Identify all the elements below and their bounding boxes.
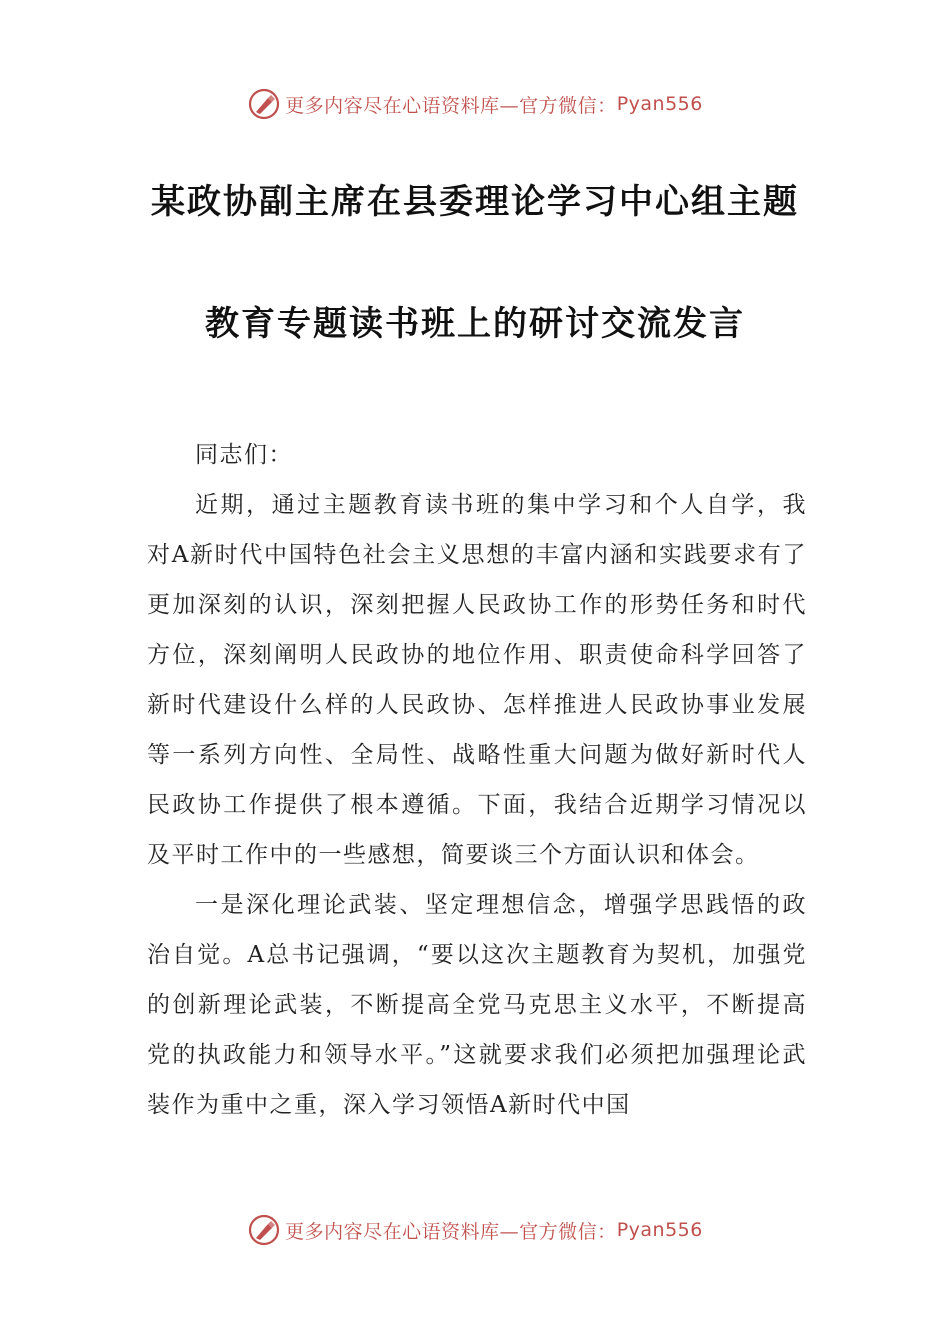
watermark-wechat-id: Pyan556 [616, 93, 703, 115]
pen-nib-logo-icon [247, 87, 281, 121]
document-body [147, 430, 807, 1130]
document-title-line2: 教育专题读书班上的研讨交流发言 [205, 304, 745, 344]
watermark-text: 更多内容尽在心语资料库— [285, 94, 520, 117]
watermark-text: 更多内容尽在心语资料库— [285, 1220, 520, 1243]
greeting: 同志们： [195, 442, 293, 468]
paragraph: 一是深化理论武装、坚定理想信念，增强学思践悟的政治自觉。A总书记强调，“要以这次主题教育为契机，加强党的创新理论武装，不断提高全党马克思主义水平，不断提高党的执政能力和领导水平。”这就要求我们必须把加强理论武装作为重中之重，深入学习领悟A新时代中国 [147, 892, 807, 1118]
watermark-banner-top [0, 84, 950, 124]
document-title-line1: 某政协副主席在县委理论学习中心组主题 [151, 182, 799, 222]
watermark-wechat-id: Pyan556 [616, 1219, 703, 1241]
watermark-official: 官方微信： [519, 94, 617, 117]
watermark-official: 官方微信： [519, 1220, 617, 1243]
paragraph: 近期，通过主题教育读书班的集中学习和个人自学，我对A新时代中国特色社会主义思想的丰富内涵和实践要求有了更加深刻的认识，深刻把握人民政协工作的形势任务和时代方位，深刻阐明人民政协的地位作用、职责使命科学回答了新时代建设什么样的人民政协、怎样推进人民政协事业发展等一系列方向性、全局性、战略性重大问题为做好新时代人民政协工作提供了根本遵循。下面，我结合近期学习情况以及平时工作中的一些感想，简要谈三个方面认识和体会。 [147, 492, 807, 868]
pen-nib-logo-icon [247, 1213, 281, 1247]
watermark-banner-bottom [0, 1210, 950, 1250]
